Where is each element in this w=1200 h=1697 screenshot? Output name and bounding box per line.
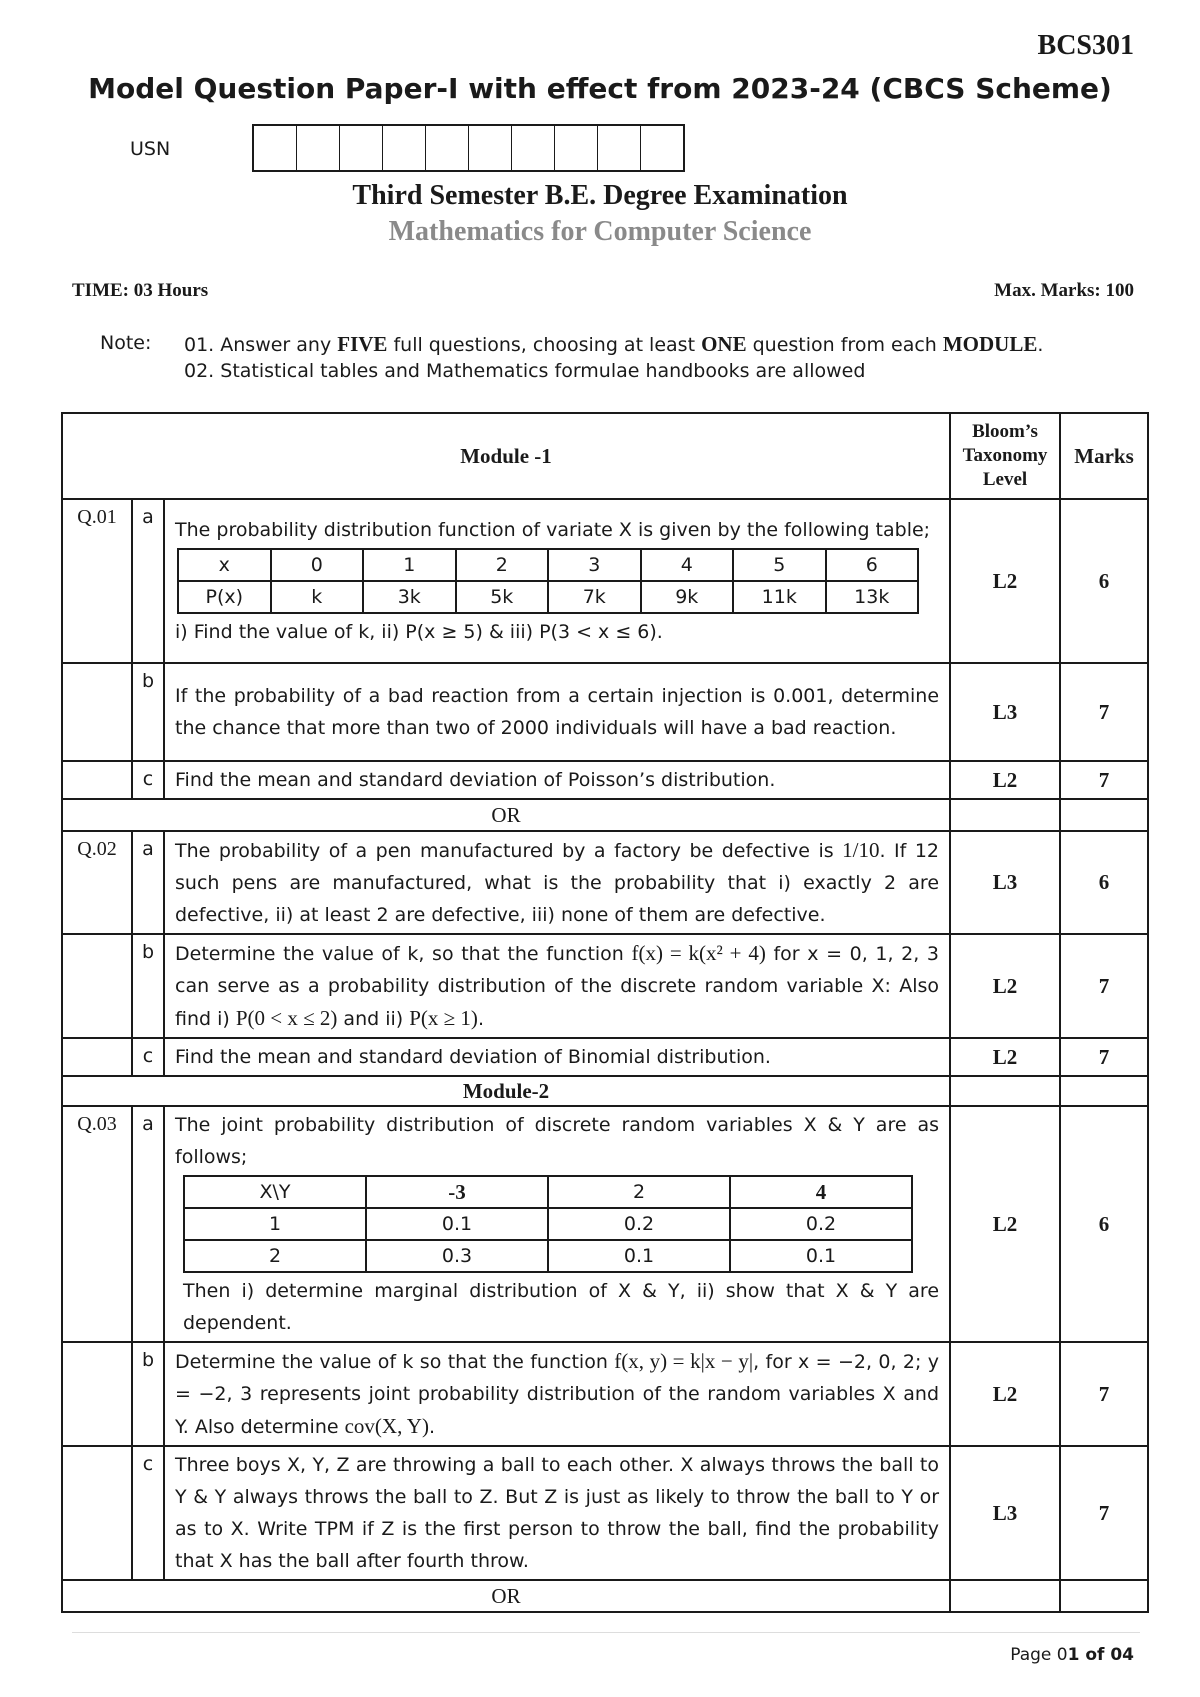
usn-label: USN [130,138,171,160]
question-text: The probability distribution function of variate X is given by the following table; x 0 1 2 3 4 5 6 P(x) k 3k 5k 7k 9k 11k 13k i) Find the value of k, ii) P(x ≥ 5) & iii) P(3 < x ≤ 6). [164,499,950,663]
page-number: Page 01 of 04 [1010,1645,1134,1665]
usn-box[interactable] [297,126,340,170]
marks-value: 6 [1060,499,1148,663]
table-header-row [62,413,1148,499]
bloom-level: L3 [950,831,1060,934]
question-number: Q.02 [62,831,132,934]
sub-label: c [132,1446,164,1580]
question-text: Determine the value of k so that the function f(x, y) = k|x − y|, for x = −2, 0, 2; y = −2, 3 represents joint probability distribution of the random variables X and Y. Also determine cov(X, Y). [164,1342,950,1446]
or-divider: OR [62,1580,950,1612]
usn-box[interactable] [383,126,426,170]
sub-label: b [132,1342,164,1446]
bloom-level: L2 [950,499,1060,663]
sub-label: c [132,761,164,799]
question-text: Determine the value of k, so that the function f(x) = k(x² + 4) for x = 0, 1, 2, 3 can serve as a probability distribution of the discrete random variable X: Also find i) P(0 < x ≤ 2) and ii) P(x ≥ 1). [164,934,950,1038]
bloom-level: L2 [950,1106,1060,1342]
or-row [62,1580,1148,1612]
question-row [62,761,1148,799]
note-line-2: 02. Statistical tables and Mathematics formulae handbooks are allowed [184,360,866,382]
or-row [62,799,1148,831]
usn-box[interactable] [469,126,512,170]
question-row [62,1446,1148,1580]
bloom-level: L2 [950,761,1060,799]
question-row [62,499,1148,663]
question-row [62,1038,1148,1076]
usn-box[interactable] [598,126,641,170]
course-code: BCS301 [1037,30,1134,61]
question-row [62,831,1148,934]
marks-value: 7 [1060,761,1148,799]
question-number: Q.03 [62,1106,132,1342]
sub-label: b [132,663,164,761]
usn-box[interactable] [555,126,598,170]
question-text: If the probability of a bad reaction from a certain injection is 0.001, determine the chance that more than two of 2000 individuals will have a bad reaction. [164,663,950,761]
marks-value: 7 [1060,934,1148,1038]
marks-value: 7 [1060,663,1148,761]
marks-value: 7 [1060,1446,1148,1580]
bloom-level: L2 [950,934,1060,1038]
question-text: Find the mean and standard deviation of Poisson’s distribution. [164,761,950,799]
module-2-heading: Module-2 [62,1076,950,1106]
question-row [62,1106,1148,1342]
bloom-level: L2 [950,1342,1060,1446]
sub-label: c [132,1038,164,1076]
paper-title: Model Question Paper-I with effect from 2023-24 (CBCS Scheme) [88,72,1112,105]
usn-box[interactable] [254,126,297,170]
question-text: The probability of a pen manufactured by a factory be defective is 1/10. If 12 such pens are manufactured, what is the probability that i) exactly 2 are defective, ii) at least 2 are defective, iii) none of them are defective. [164,831,950,934]
marks-value: 6 [1060,831,1148,934]
sub-label: a [132,831,164,934]
question-row [62,1342,1148,1446]
bloom-level: L3 [950,663,1060,761]
question-number: Q.01 [62,499,132,663]
marks-value: 7 [1060,1038,1148,1076]
max-marks-label: Max. Marks: 100 [994,280,1134,301]
module-1-heading: Module -1 [62,413,950,499]
question-row [62,934,1148,1038]
sub-label: a [132,1106,164,1342]
subject-title: Mathematics for Computer Science [388,216,812,247]
marks-value: 6 [1060,1106,1148,1342]
sub-label: a [132,499,164,663]
time-label: TIME: 03 Hours [72,280,209,301]
question-table [61,412,1149,1613]
usn-boxes [252,124,685,172]
usn-box[interactable] [641,126,683,170]
bloom-level: L2 [950,1038,1060,1076]
note-label: Note: [100,332,152,354]
module-row [62,1076,1148,1106]
footer-divider [72,1632,1140,1633]
question-text: Find the mean and standard deviation of Binomial distribution. [164,1038,950,1076]
marks-value: 7 [1060,1342,1148,1446]
pmf-table: x 0 1 2 3 4 5 6 P(x) k 3k 5k 7k 9k 11k 13k [177,548,919,614]
note-line-1: 01. Answer any FIVE full questions, choosing at least ONE question from each MODULE. [184,332,1044,356]
question-text: The joint probability distribution of discrete random variables X & Y are as follows; X\Y -3 2 4 1 0.1 0.2 0.2 2 0.3 0.1 0.1 Then i) determine marginal distribution of X & Y, ii) show that X & Y are dependent. [164,1106,950,1342]
bloom-header: Bloom’s Taxonomy Level [950,413,1060,499]
usn-box[interactable] [426,126,469,170]
usn-box[interactable] [512,126,555,170]
bloom-level: L3 [950,1446,1060,1580]
joint-distribution-table: X\Y -3 2 4 1 0.1 0.2 0.2 2 0.3 0.1 0.1 [183,1175,913,1273]
question-row [62,663,1148,761]
usn-box[interactable] [340,126,383,170]
sub-label: b [132,934,164,1038]
or-divider: OR [62,799,950,831]
question-text: Three boys X, Y, Z are throwing a ball to each other. X always throws the ball to Y & Y always throws the ball to Z. But Z is just as likely to throw the ball to Y or as to X. Write TPM if Z is the first person to throw the ball, find the probability that X has the ball after fourth throw. [164,1446,950,1580]
exam-title: Third Semester B.E. Degree Examination [352,180,848,211]
marks-header: Marks [1060,413,1148,499]
